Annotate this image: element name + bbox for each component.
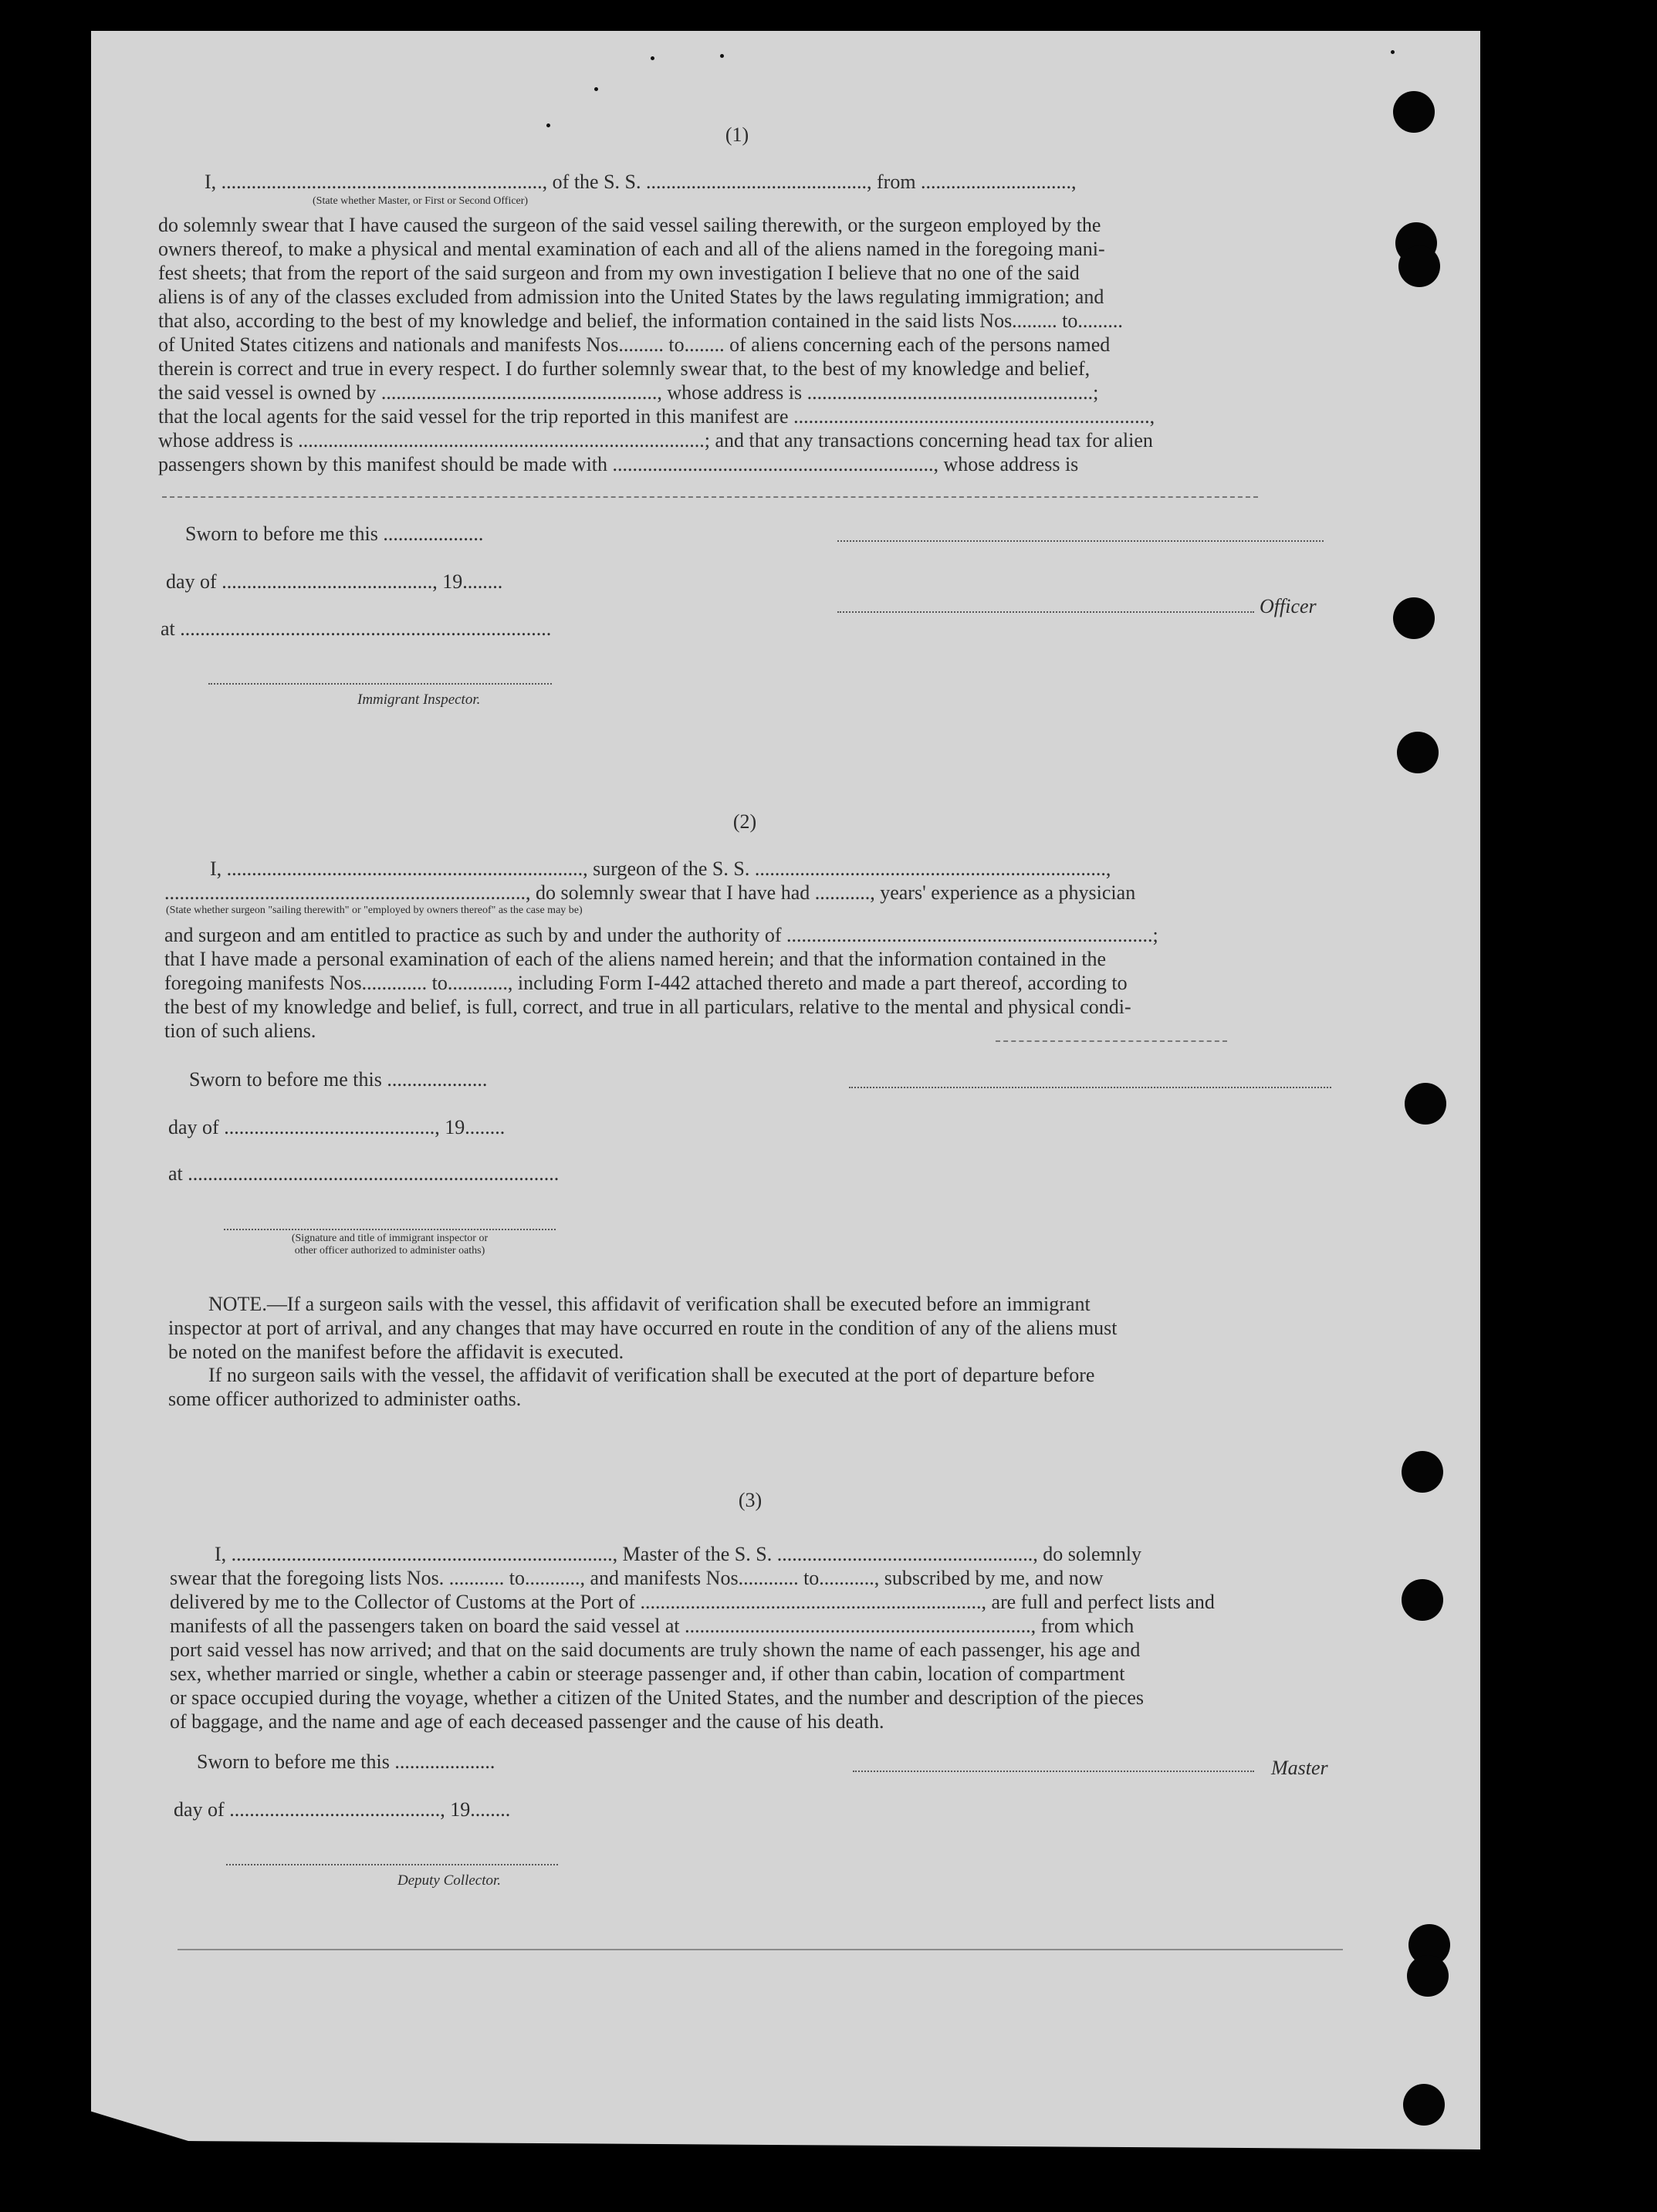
signature-title-line xyxy=(224,1229,556,1230)
speck xyxy=(651,56,654,60)
speck xyxy=(594,87,598,91)
section-3-line: of baggage, and the name and age of each deceased passenger and the cause of his death. xyxy=(170,1710,884,1733)
speck xyxy=(720,54,724,58)
section-1-line: therein is correct and true in every respect. I do further solemnly swear that, to the best of my knowledge and belief, xyxy=(158,357,1091,380)
immigrant-inspector-label: Immigrant Inspector. xyxy=(357,692,481,708)
speck xyxy=(1391,50,1395,54)
section-1-day-of: day of .........................................., 19........ xyxy=(166,570,503,593)
section-1-at: at .......................................................................... xyxy=(161,617,552,640)
section-1-line: the said vessel is owned by ......................................................., whose address is .........................................................; xyxy=(158,381,1099,404)
section-3-sworn: Sworn to before me this .................... xyxy=(197,1750,495,1773)
punch-hole xyxy=(1403,2084,1445,2126)
section-1-line: fest sheets; that from the report of the said surgeon and from my own investigation I believe that no one of the said xyxy=(158,262,1080,284)
master-label: Master xyxy=(1271,1757,1328,1779)
section-1-line: whose address is .................................................................................; and that any transactions concerning head tax for alien xyxy=(158,429,1153,452)
section-1-line: that the local agents for the said vessel for the trip reported in this manifest are ......................................................................., xyxy=(158,405,1155,428)
section-3-line: or space occupied during the voyage, whether a citizen of the United States, and the number and description of the pieces xyxy=(170,1686,1145,1709)
section-1-line: owners thereof, to make a physical and mental examination of each and all of the aliens named in the foregoing mani- xyxy=(158,238,1105,260)
surgeon-status-note: (State whether surgeon "sailing therewith" or "employed by owners thereof" as the case may be) xyxy=(166,905,583,916)
punch-hole xyxy=(1405,1083,1446,1125)
section-1-line: I, ................................................................, of the S. S. ............................................, from .............................., xyxy=(205,171,1077,193)
section-2-sworn: Sworn to before me this .................... xyxy=(189,1068,488,1091)
section-3-line: delivered by me to the Collector of Customs at the Port of ...................................................................., are full and perfect lists and xyxy=(170,1591,1215,1613)
section-1-line: of United States citizens and nationals and manifests Nos......... to........ of aliens concerning each of the persons named xyxy=(158,333,1111,356)
section-2-day-of: day of .........................................., 19........ xyxy=(168,1116,506,1138)
punch-hole xyxy=(1402,1451,1443,1493)
deputy-collector-label: Deputy Collector. xyxy=(397,1872,502,1889)
section-1-line: that also, according to the best of my knowledge and belief, the information contained in the said lists Nos......... to......... xyxy=(158,309,1123,332)
section-1-line: aliens is of any of the classes excluded from admission into the United States by the laws regulating immigration; and xyxy=(158,286,1104,308)
section-2-line: I, ......................................................................., surgeon of the S. S. ......................................................................, xyxy=(210,857,1111,880)
section-3-day-of: day of .........................................., 19........ xyxy=(174,1798,511,1821)
punch-hole xyxy=(1407,1955,1449,1997)
section-2-number: (2) xyxy=(732,810,757,833)
section-2-divider xyxy=(996,1040,1227,1042)
section-2-line: and surgeon and am entitled to practice as such by and under the authority of .........................................................................; xyxy=(164,924,1158,946)
speck xyxy=(546,123,550,127)
section-2-line: that I have made a personal examination of each of the aliens named herein; and that the information contained in the xyxy=(164,948,1107,970)
section-3-line: manifests of all the passengers taken on board the said vessel at ....................................................................., from which xyxy=(170,1615,1135,1637)
officer-signature-line xyxy=(837,540,1324,542)
note-line: be noted on the manifest before the affidavit is executed. xyxy=(168,1341,624,1363)
punch-hole xyxy=(1393,597,1435,639)
section-2-line: tion of such aliens. xyxy=(164,1020,316,1042)
officer-rank-note: (State whether Master, or First or Second Officer) xyxy=(313,195,529,207)
section-3-line: sex, whether married or single, whether a cabin or steerage passenger and, if other than cabin, location of compartment xyxy=(170,1662,1125,1685)
signature-note: other officer authorized to administer oaths) xyxy=(294,1245,485,1257)
punch-hole xyxy=(1398,245,1440,287)
officer-label: Officer xyxy=(1260,595,1317,617)
section-3-line: port said vessel has now arrived; and that on the said documents are truly shown the name of each passenger, his age and xyxy=(170,1639,1141,1661)
master-signature-line xyxy=(853,1771,1254,1772)
section-2-line: foregoing manifests Nos............. to............, including Form I-442 attached thereto and made a part thereof, according to xyxy=(164,972,1128,994)
punch-hole xyxy=(1393,91,1435,133)
section-3-line: swear that the foregoing lists Nos. ........... to..........., and manifests Nos............ to..........., subscribed by me, and now xyxy=(170,1567,1104,1589)
section-2-line: ........................................................................, do solemnly swear that I have had ..........., years' experience as a physician xyxy=(164,881,1136,904)
punch-hole xyxy=(1397,732,1439,773)
note-line: inspector at port of arrival, and any changes that may have occurred en route in the condition of any of the aliens must xyxy=(168,1317,1118,1339)
section-1-sworn: Sworn to before me this .................... xyxy=(185,523,484,545)
bottom-rule xyxy=(178,1949,1343,1950)
collector-signature-line xyxy=(226,1864,558,1865)
section-1-line: do solemnly swear that I have caused the surgeon of the said vessel sailing therewith, or the surgeon employed by the xyxy=(158,214,1101,236)
note-line: some officer authorized to administer oaths. xyxy=(168,1388,522,1410)
section-2-line: the best of my knowledge and belief, is full, correct, and true in all particulars, relative to the mental and physical condi- xyxy=(164,996,1131,1018)
punch-hole xyxy=(1402,1579,1443,1621)
section-3-line: I, ............................................................................, Master of the S. S. ..................................................., do solemnly xyxy=(215,1543,1142,1565)
officer-name-line xyxy=(837,611,1254,613)
section-2-at: at .......................................................................... xyxy=(168,1162,560,1185)
inspector-signature-line xyxy=(208,683,552,685)
note-line: NOTE.—If a surgeon sails with the vessel, this affidavit of verification shall be executed before an immigrant xyxy=(208,1293,1091,1315)
section-1-divider xyxy=(162,496,1258,498)
section-3-number: (3) xyxy=(738,1489,763,1511)
surgeon-signature-line xyxy=(849,1087,1331,1088)
section-1-line: passengers shown by this manifest should be made with ................................................................, whose address is xyxy=(158,453,1079,475)
note-line: If no surgeon sails with the vessel, the affidavit of verification shall be executed at the port of departure before xyxy=(208,1364,1095,1386)
signature-note: (Signature and title of immigrant inspector or xyxy=(291,1233,489,1244)
section-1-number: (1) xyxy=(725,123,749,146)
